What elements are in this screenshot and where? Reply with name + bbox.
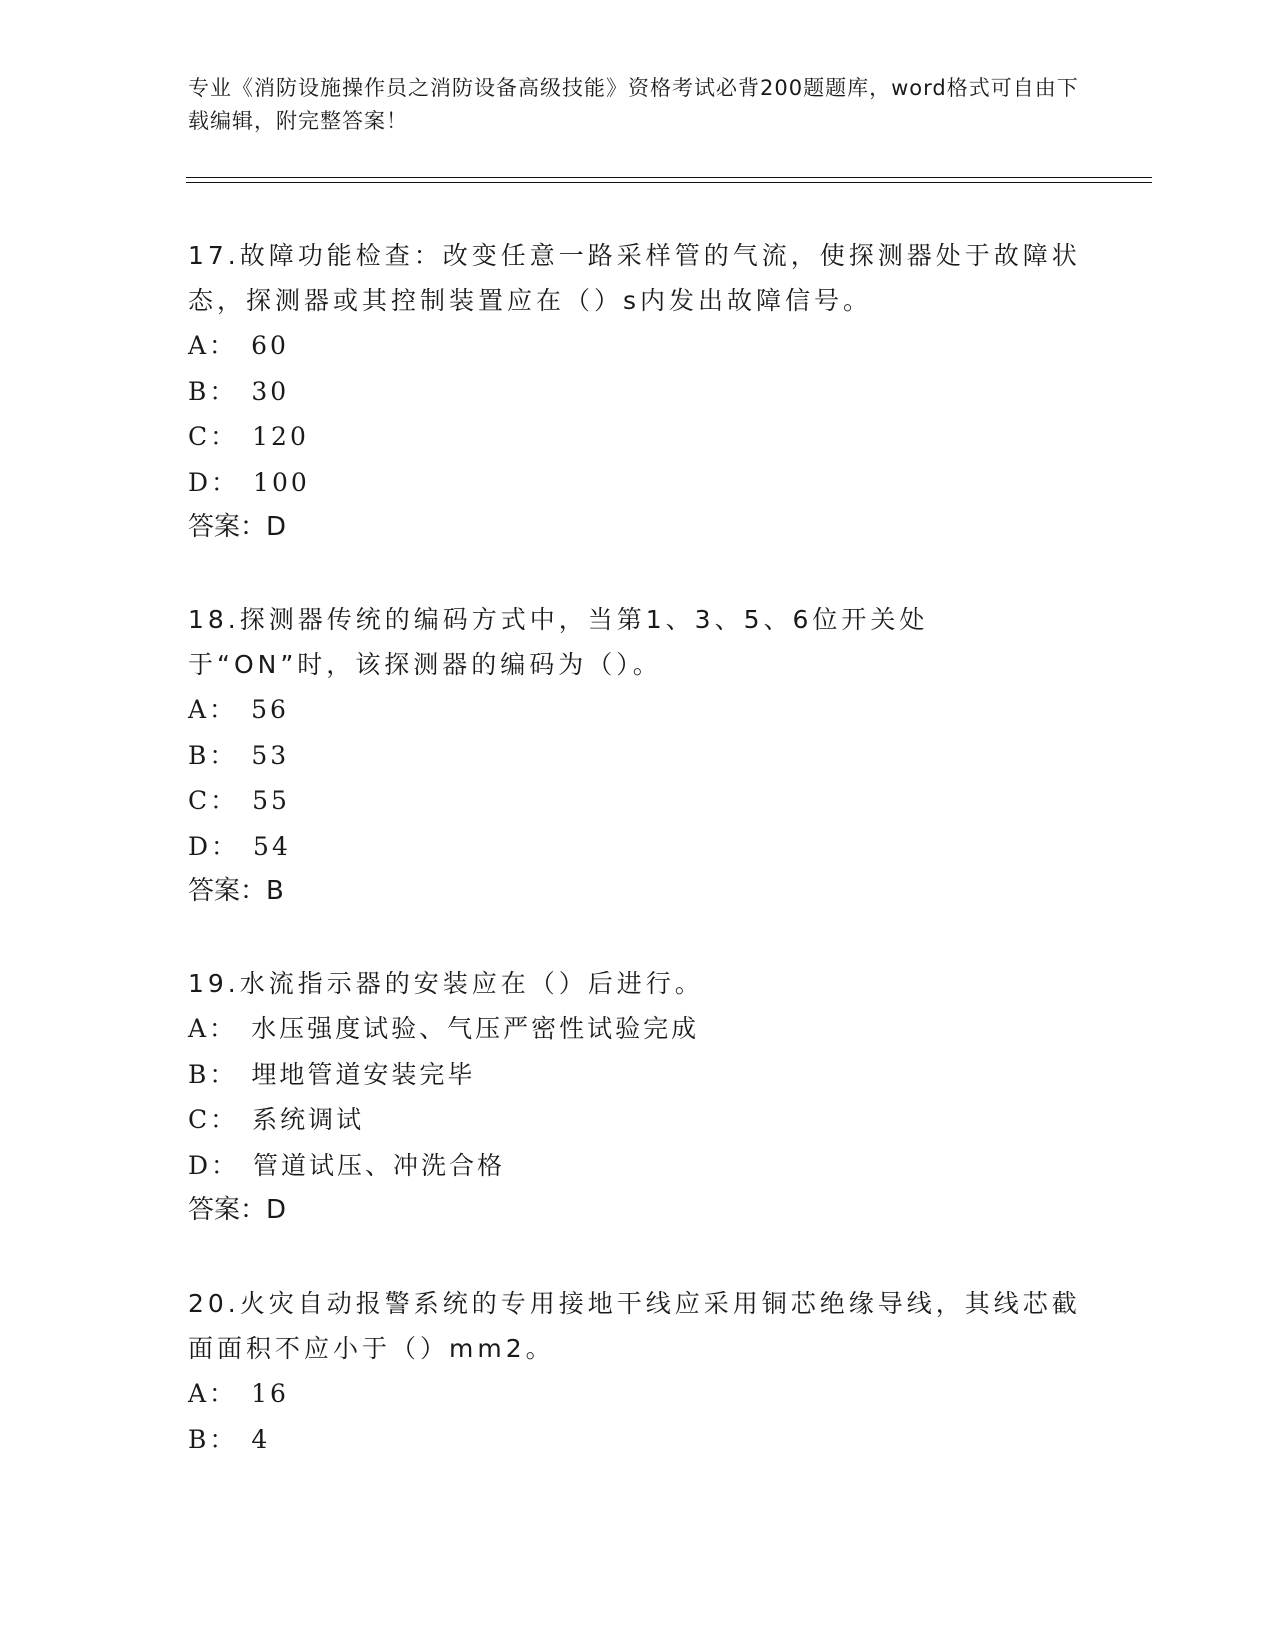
option-letter: C： — [188, 786, 239, 815]
document-header: 专业《消防设施操作员之消防设备高级技能》资格考试必背200题题库，word格式可自由下载编辑，附完整答案！ — [188, 76, 1079, 133]
option-c — [188, 778, 1088, 824]
question-20 — [188, 1281, 1088, 1462]
option-a — [188, 687, 1088, 733]
option-letter: A： — [188, 1379, 238, 1408]
option-c — [188, 1097, 1088, 1143]
option-text: 埋地管道安装完毕 — [251, 1059, 476, 1089]
option-text: 60 — [251, 331, 289, 360]
option-text: 100 — [253, 467, 310, 497]
option-b — [188, 733, 1088, 779]
option-text: 16 — [251, 1379, 289, 1408]
option-letter: C： — [188, 422, 239, 451]
question-stem: 19.水流指示器的安装应在（）后进行。 — [188, 969, 704, 998]
question-19 — [188, 961, 1088, 1233]
question-stem: 20.火灾自动报警系统的专用接地干线应采用铜芯绝缘导线，其线芯截面面积不应小于（）mm2。 — [188, 1289, 1081, 1363]
question-stem: 18.探测器传统的编码方式中，当第1、3、5、6位开关处于“ON”时，该探测器的编码为（）。 — [188, 605, 929, 679]
option-text: 120 — [252, 422, 309, 451]
option-a — [188, 323, 1088, 369]
option-b — [188, 1052, 1088, 1098]
option-text: 55 — [252, 786, 290, 815]
option-text: 水压强度试验、气压严密性试验完成 — [251, 1014, 700, 1043]
option-d — [188, 1143, 1088, 1189]
option-letter: C： — [188, 1105, 239, 1134]
option-letter: B： — [188, 376, 238, 406]
answer-label: 答案：D — [188, 512, 287, 542]
option-text: 4 — [251, 1424, 271, 1454]
option-d — [188, 460, 1088, 506]
option-letter: B： — [188, 1424, 238, 1454]
question-17 — [188, 233, 1088, 550]
option-letter: D： — [188, 467, 240, 497]
question-stem: 17.故障功能检查：改变任意一路采样管的气流，使探测器处于故障状态，探测器或其控制装置应在（）s内发出故障信号。 — [188, 241, 1081, 315]
option-b — [188, 1417, 1088, 1463]
option-letter: D： — [188, 831, 240, 861]
option-text: 56 — [251, 695, 289, 724]
question-18 — [188, 597, 1088, 914]
option-b — [188, 369, 1088, 415]
option-letter: D： — [188, 1150, 240, 1180]
option-text: 管道试压、冲洗合格 — [253, 1150, 506, 1180]
option-letter: A： — [188, 331, 238, 360]
option-a — [188, 1006, 1088, 1052]
option-letter: A： — [188, 695, 238, 724]
option-a — [188, 1371, 1088, 1417]
option-letter: A： — [188, 1014, 238, 1043]
option-text: 53 — [251, 740, 290, 770]
answer-label: 答案：B — [188, 876, 284, 906]
option-text: 54 — [253, 831, 291, 861]
option-text: 系统调试 — [252, 1105, 365, 1134]
answer-label: 答案：D — [188, 1195, 287, 1225]
header-divider-top — [186, 177, 1152, 178]
option-text: 30 — [251, 376, 290, 406]
option-letter: B： — [188, 740, 238, 770]
header-divider-bottom — [186, 182, 1152, 183]
option-c — [188, 414, 1088, 460]
option-d — [188, 824, 1088, 870]
option-letter: B： — [188, 1059, 238, 1089]
